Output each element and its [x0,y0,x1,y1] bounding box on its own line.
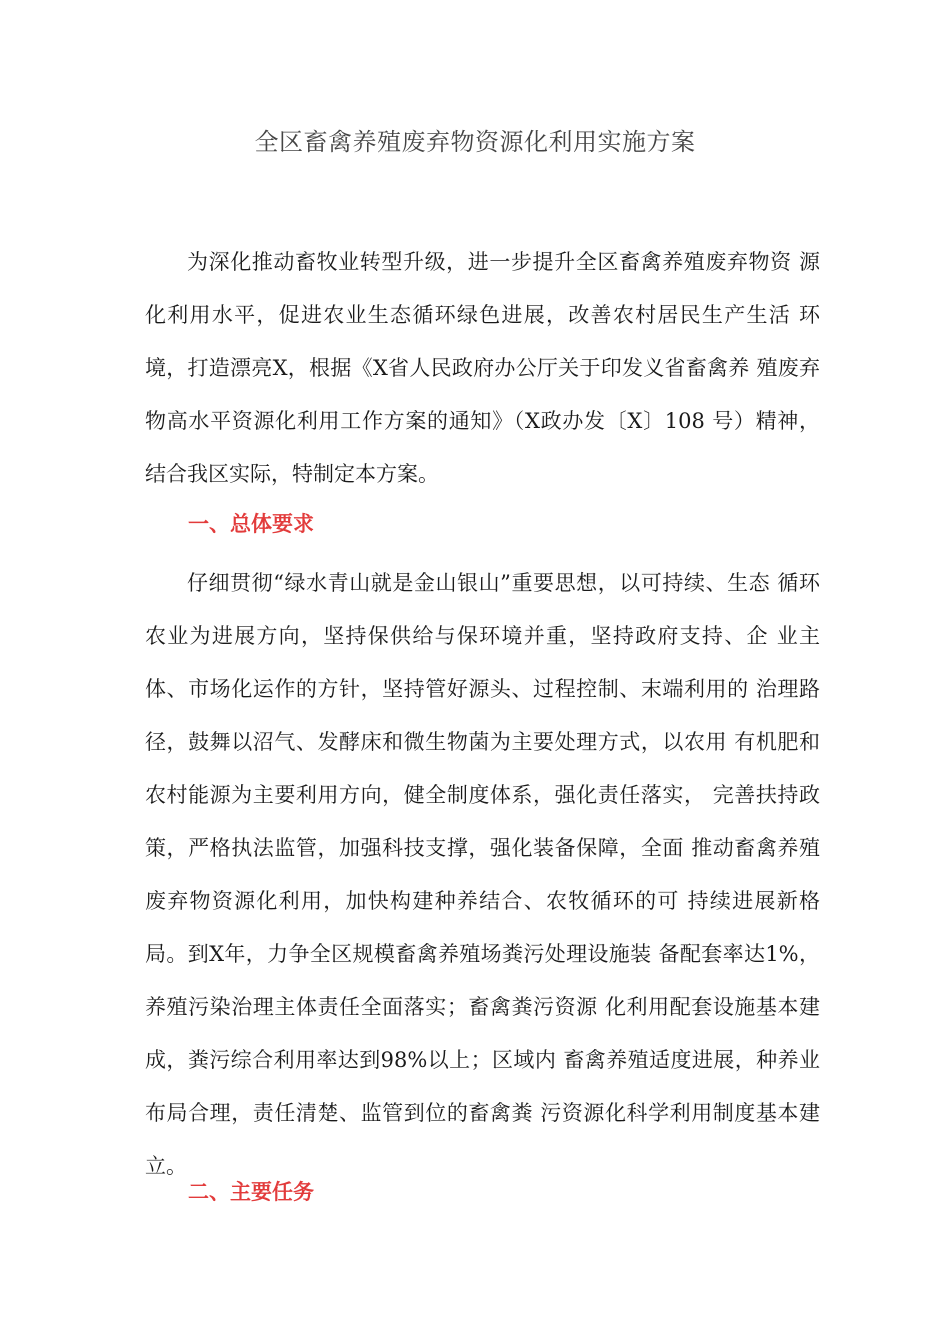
intro-paragraph: 为深化推动畜牧业转型升级，进一步提升全区畜禽养殖废弃物资 源化利用水平，促进农业生态循环绿色进展，改善农村居民生产生活 环境，打造漂亮X，根据《X省人民政府办公厅关于印发义省畜禽养 殖废弃物高水平资源化利用工作方案的通知》（X政办发〔X〕108 号）精神，结合我区实际，特制定本方案。 [145,250,820,486]
general-requirements-paragraph: 仔细贯彻“绿水青山就是金山银山”重要思想，以可持续、生态 循环农业为进展方向，坚持保供给与保环境并重，坚持政府支持、企 业主体、市场化运作的方针，坚持管好源头、过程控制、末端利用的 治理路径，鼓舞以沼气、发酵床和微生物菌为主要处理方式，以农用 有机肥和农村能源为主要利用方向，健全制度体系，强化责任落实， 完善扶持政策，严格执法监管，加强科技支撑，强化装备保障，全面 推动畜禽养殖废弃物资源化利用，加快构建种养结合、农牧循环的可 持续进展新格局。到X年，力争全区规模畜禽养殖场粪污处理设施装 备配套率达1%，养殖污染治理主体责任全面落实；畜禽粪污资源 化利用配套设施基本建成，粪污综合利用率达到98%以上；区域内 畜禽养殖适度进展，种养业布局合理，责任清楚、监管到位的畜禽粪 污资源化科学利用制度基本建立。 [145,571,820,1178]
section-heading-general-requirements: 一、总体要求 [188,511,314,536]
document-title: 全区畜禽养殖废弃物资源化利用实施方案 [254,128,696,156]
section-heading-main-tasks: 二、主要任务 [188,1179,314,1204]
